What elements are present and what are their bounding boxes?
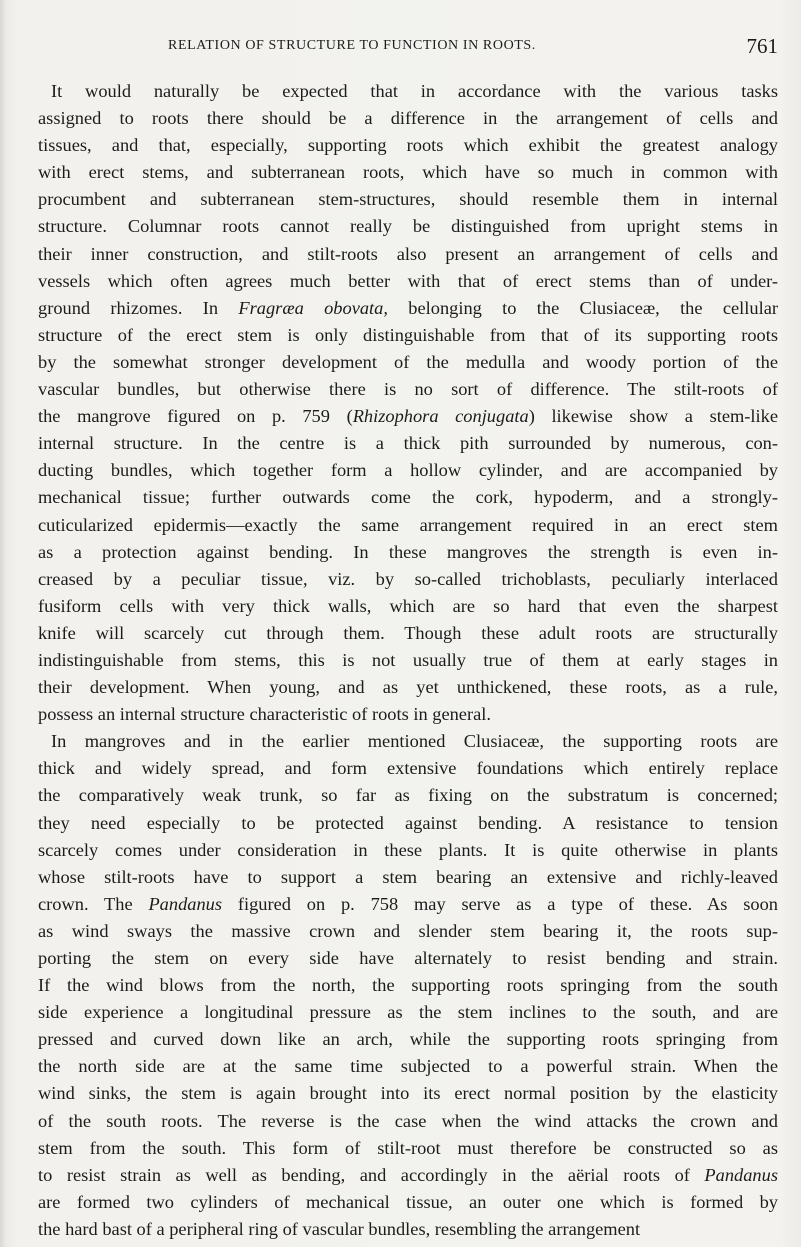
page-header (168, 34, 780, 60)
paragraph-1 (38, 78, 778, 728)
body-text (38, 78, 778, 1243)
text-line: with erect stems, and subterranean roots, which have so much in common with (38, 162, 778, 183)
text-line: they need especially to be protected against bending. A resistance to tension (38, 812, 778, 833)
text-line: the hard bast of a peripheral ring of vascular bundles, resembling the arrangement (38, 1218, 641, 1239)
text-line: indistinguishable from stems, this is not usually true of them at early stages in (38, 649, 778, 670)
text-line: are formed two cylinders of mechanical tissue, an outer one which is formed by (38, 1191, 778, 1212)
text-line: possess an internal structure characteristic of roots in general. (38, 704, 491, 725)
text-line: their inner construction, and stilt-roots also present an arrangement of cells and (38, 243, 778, 264)
text-line: the comparatively weak trunk, so far as fixing on the substratum is concerned; (38, 785, 778, 806)
text-line: knife will scarcely cut through them. Though these adult roots are structurally (38, 622, 778, 643)
text-line: In mangroves and in the earlier mentioned Clusiaceæ, the supporting roots are (51, 731, 778, 752)
text-line: stem from the south. This form of stilt-root must therefore be constructed so as (38, 1137, 778, 1158)
text-line: vascular bundles, but otherwise there is no sort of difference. The stilt-roots of (38, 379, 778, 400)
text-line: procumbent and subterranean stem-structures, should resemble them in internal (38, 189, 778, 210)
italic-taxon: Fragræa obovata, (238, 297, 388, 318)
text-line: assigned to roots there should be a difference in the arrangement of cells and (38, 108, 778, 129)
text-line: by the somewhat stronger development of the medulla and woody portion of the (38, 351, 778, 372)
text-line: It would naturally be expected that in accordance with the various tasks (51, 81, 778, 101)
text-line: structure. Columnar roots cannot really be distinguished from upright stems in (38, 216, 778, 237)
text-line: creased by a peculiar tissue, viz. by so-called trichoblasts, peculiarly interlaced (38, 568, 778, 589)
text-line: their development. When young, and as yet unthickened, these roots, as a rule, (38, 677, 778, 698)
text-line: whose stilt-roots have to support a stem bearing an extensive and richly-leaved (38, 866, 778, 887)
text-line: structure of the erect stem is only distinguishable from that of its supporting roots (38, 324, 778, 345)
text-line: mechanical tissue; further outwards come the cork, hypoderm, and a strongly- (38, 487, 778, 508)
text-line: internal structure. In the centre is a thick pith surrounded by numerous, con- (38, 433, 778, 454)
text-line: crown. The Pandanus figured on p. 758 may serve as a type of these. As soon (38, 893, 778, 914)
text-line: pressed and curved down like an arch, while the supporting roots springing from (38, 1029, 778, 1050)
text-line: of the south roots. The reverse is the case when the wind attacks the crown and (38, 1110, 778, 1131)
text-line: to resist strain as well as bending, and accordingly in the aërial roots of Pandanus (38, 1164, 778, 1185)
text-line: scarcely comes under consideration in these plants. It is quite otherwise in plants (38, 839, 778, 860)
paragraph-2 (38, 728, 778, 1243)
italic-taxon: Rhizophora conjugata (352, 406, 529, 427)
text-line: If the wind blows from the north, the supporting roots springing from the south (38, 975, 778, 996)
text-line: the mangrove figured on p. 759 (Rhizophora conjugata) likewise show a stem-like (38, 406, 778, 427)
page-gutter-shadow (0, 0, 6, 1247)
text-line: wind sinks, the stem is again brought into its erect normal position by the elasticity (38, 1083, 778, 1104)
text-line: thick and widely spread, and form extensive foundations which entirely replace (38, 758, 778, 779)
running-head: RELATION OF STRUCTURE TO FUNCTION IN ROOTS. (168, 38, 536, 53)
text-line: ground rhizomes. In Fragræa obovata, belonging to the Clusiaceæ, the cellular (38, 297, 778, 318)
text-line: the north side are at the same time subjected to a powerful strain. When the (38, 1056, 778, 1077)
italic-taxon: Pandanus (148, 893, 223, 914)
page-number: 761 (746, 34, 778, 58)
italic-taxon: Pandanus (704, 1164, 778, 1185)
text-line: side experience a longitudinal pressure as the stem inclines to the south, and are (38, 1002, 778, 1023)
text-line: as a protection against bending. In these mangroves the strength is even in- (38, 541, 778, 562)
text-line: porting the stem on every side have alternately to resist bending and strain. (38, 948, 778, 968)
text-line: ducting bundles, which together form a hollow cylinder, and are accompanied by (38, 460, 778, 481)
text-line: as wind sways the massive crown and slender stem bearing it, the roots sup- (38, 920, 778, 941)
text-line: cuticularized epidermis—exactly the same arrangement required in an erect stem (38, 514, 778, 535)
text-line: tissues, and that, especially, supporting roots which exhibit the greatest analogy (38, 135, 778, 156)
text-line: fusiform cells with very thick walls, which are so hard that even the sharpest (38, 595, 778, 616)
text-line: vessels which often agrees much better with that of erect stems than of under- (38, 270, 778, 291)
